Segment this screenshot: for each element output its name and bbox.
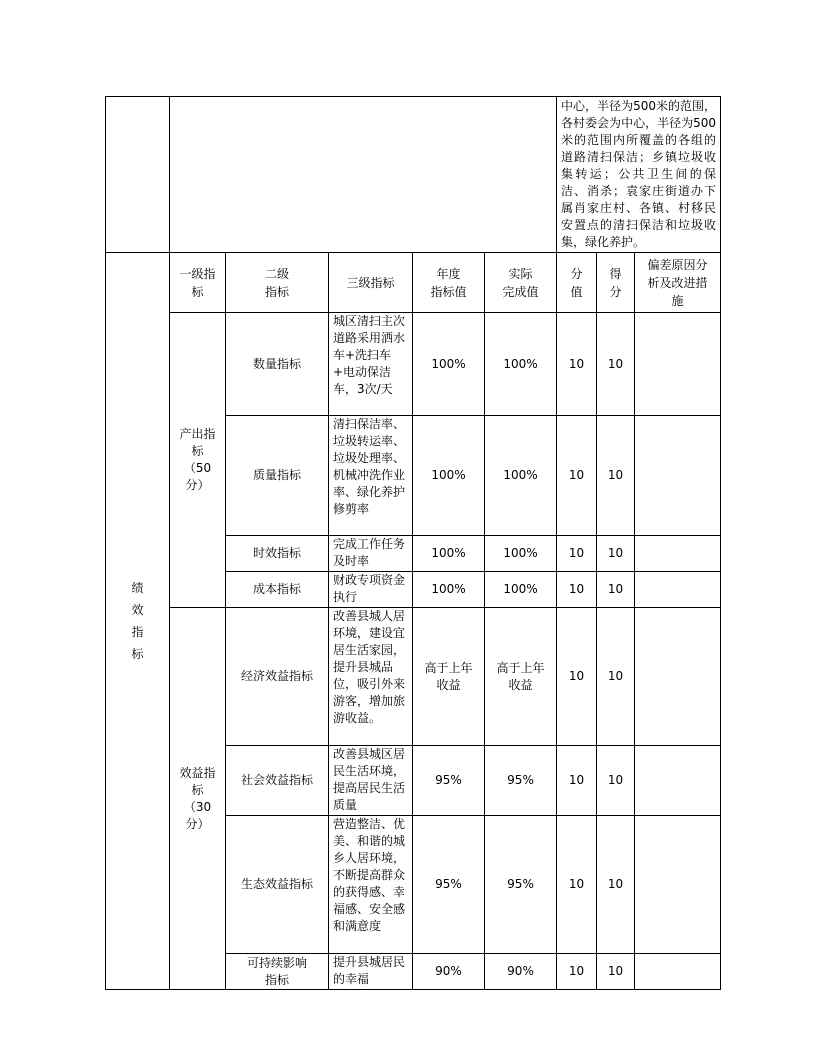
level2-cell: 经济效益指标 [226,608,329,746]
header-level3: 三级指标 [329,253,413,313]
actual-cell: 100% [485,416,557,536]
score-cell: 10 [597,608,635,746]
weight-cell: 10 [557,746,597,816]
header-row [106,253,721,313]
level1-benefit-cell [170,608,226,990]
actual-cell: 90% [485,954,557,990]
section-label: 绩 效 指 标 [131,581,144,661]
level2-cell: 质量指标 [226,416,329,536]
target-cell: 100% [413,536,485,572]
header-annual-target: 年度 指标值 [413,253,485,313]
target-cell: 90% [413,954,485,990]
deviation-cell [635,536,721,572]
weight-cell: 10 [557,313,597,416]
target-cell: 高于上年 收益 [413,608,485,746]
score-cell: 10 [597,313,635,416]
level3-cell: 城区清扫主次道路采用洒水车+洗扫车+电动保洁车，3次/天 [329,313,413,416]
weight-cell: 10 [557,816,597,954]
deviation-cell [635,954,721,990]
header-level2: 二级 指标 [226,253,329,313]
actual-cell: 95% [485,746,557,816]
deviation-cell [635,816,721,954]
weight-cell: 10 [557,572,597,608]
target-cell: 100% [413,416,485,536]
weight-cell: 10 [557,954,597,990]
level2-cell: 社会效益指标 [226,746,329,816]
level3-cell: 营造整洁、优美、和谐的城乡人居环境，不断提高群众的获得感、幸福感、安全感和满意度 [329,816,413,954]
level3-cell: 改善县城区居民生活环境，提高居民生活质量 [329,746,413,816]
level2-cell: 可持续影响 指标 [226,954,329,990]
score-cell: 10 [597,746,635,816]
weight-cell: 10 [557,536,597,572]
level1-benefit: 效益指 标 （30 分） [179,765,216,831]
scope-description: 中心，半径为500米的范围，各村委会为中心，半径为500米的范围内所覆盖的各组的道路清扫保洁；乡镇垃圾收集转运；公共卫生间的保洁、消杀；袁家庄街道办下属肖家庄村、各镇、村移民安置点的清扫保洁和垃圾收集，绿化养护。 [557,97,721,253]
actual-cell: 95% [485,816,557,954]
deviation-cell [635,313,721,416]
target-cell: 95% [413,746,485,816]
score-cell: 10 [597,416,635,536]
score-cell: 10 [597,816,635,954]
level2-cell: 成本指标 [226,572,329,608]
header-deviation: 偏差原因分 析及改进措 施 [635,253,721,313]
actual-cell: 100% [485,313,557,416]
deviation-cell [635,608,721,746]
table-row [106,608,721,746]
target-cell: 100% [413,572,485,608]
header-score-got: 得 分 [597,253,635,313]
blank-cell [170,97,557,253]
weight-cell: 10 [557,608,597,746]
actual-cell: 高于上年 收益 [485,608,557,746]
level3-cell: 改善县城人居环境，建设宜居生活家园，提升县城品位，吸引外来游客，增加旅游收益。 [329,608,413,746]
header-actual-value: 实际 完成值 [485,253,557,313]
level1-output: 产出指 标 （50 分） [179,427,216,492]
table-row [106,313,721,416]
score-cell: 10 [597,536,635,572]
deviation-cell [635,416,721,536]
level3-cell: 财政专项资金执行 [329,572,413,608]
level3-cell: 提升县城居民的幸福 [329,954,413,990]
target-cell: 95% [413,816,485,954]
level3-cell: 完成工作任务及时率 [329,536,413,572]
actual-cell: 100% [485,572,557,608]
header-score-weight: 分 值 [557,253,597,313]
description-row [106,97,721,253]
deviation-cell [635,572,721,608]
actual-cell: 100% [485,536,557,572]
weight-cell: 10 [557,416,597,536]
score-cell: 10 [597,572,635,608]
section-label-cell [106,253,170,990]
level1-output-cell [170,313,226,608]
level2-cell: 生态效益指标 [226,816,329,954]
header-level1: 一级指 标 [170,253,226,313]
score-cell: 10 [597,954,635,990]
level3-cell: 清扫保洁率、垃圾转运率、垃圾处理率、机械冲洗作业率、绿化养护修剪率 [329,416,413,536]
level2-cell: 数量指标 [226,313,329,416]
deviation-cell [635,746,721,816]
target-cell: 100% [413,313,485,416]
level2-cell: 时效指标 [226,536,329,572]
performance-indicator-table [105,96,721,990]
blank-cell [106,97,170,253]
